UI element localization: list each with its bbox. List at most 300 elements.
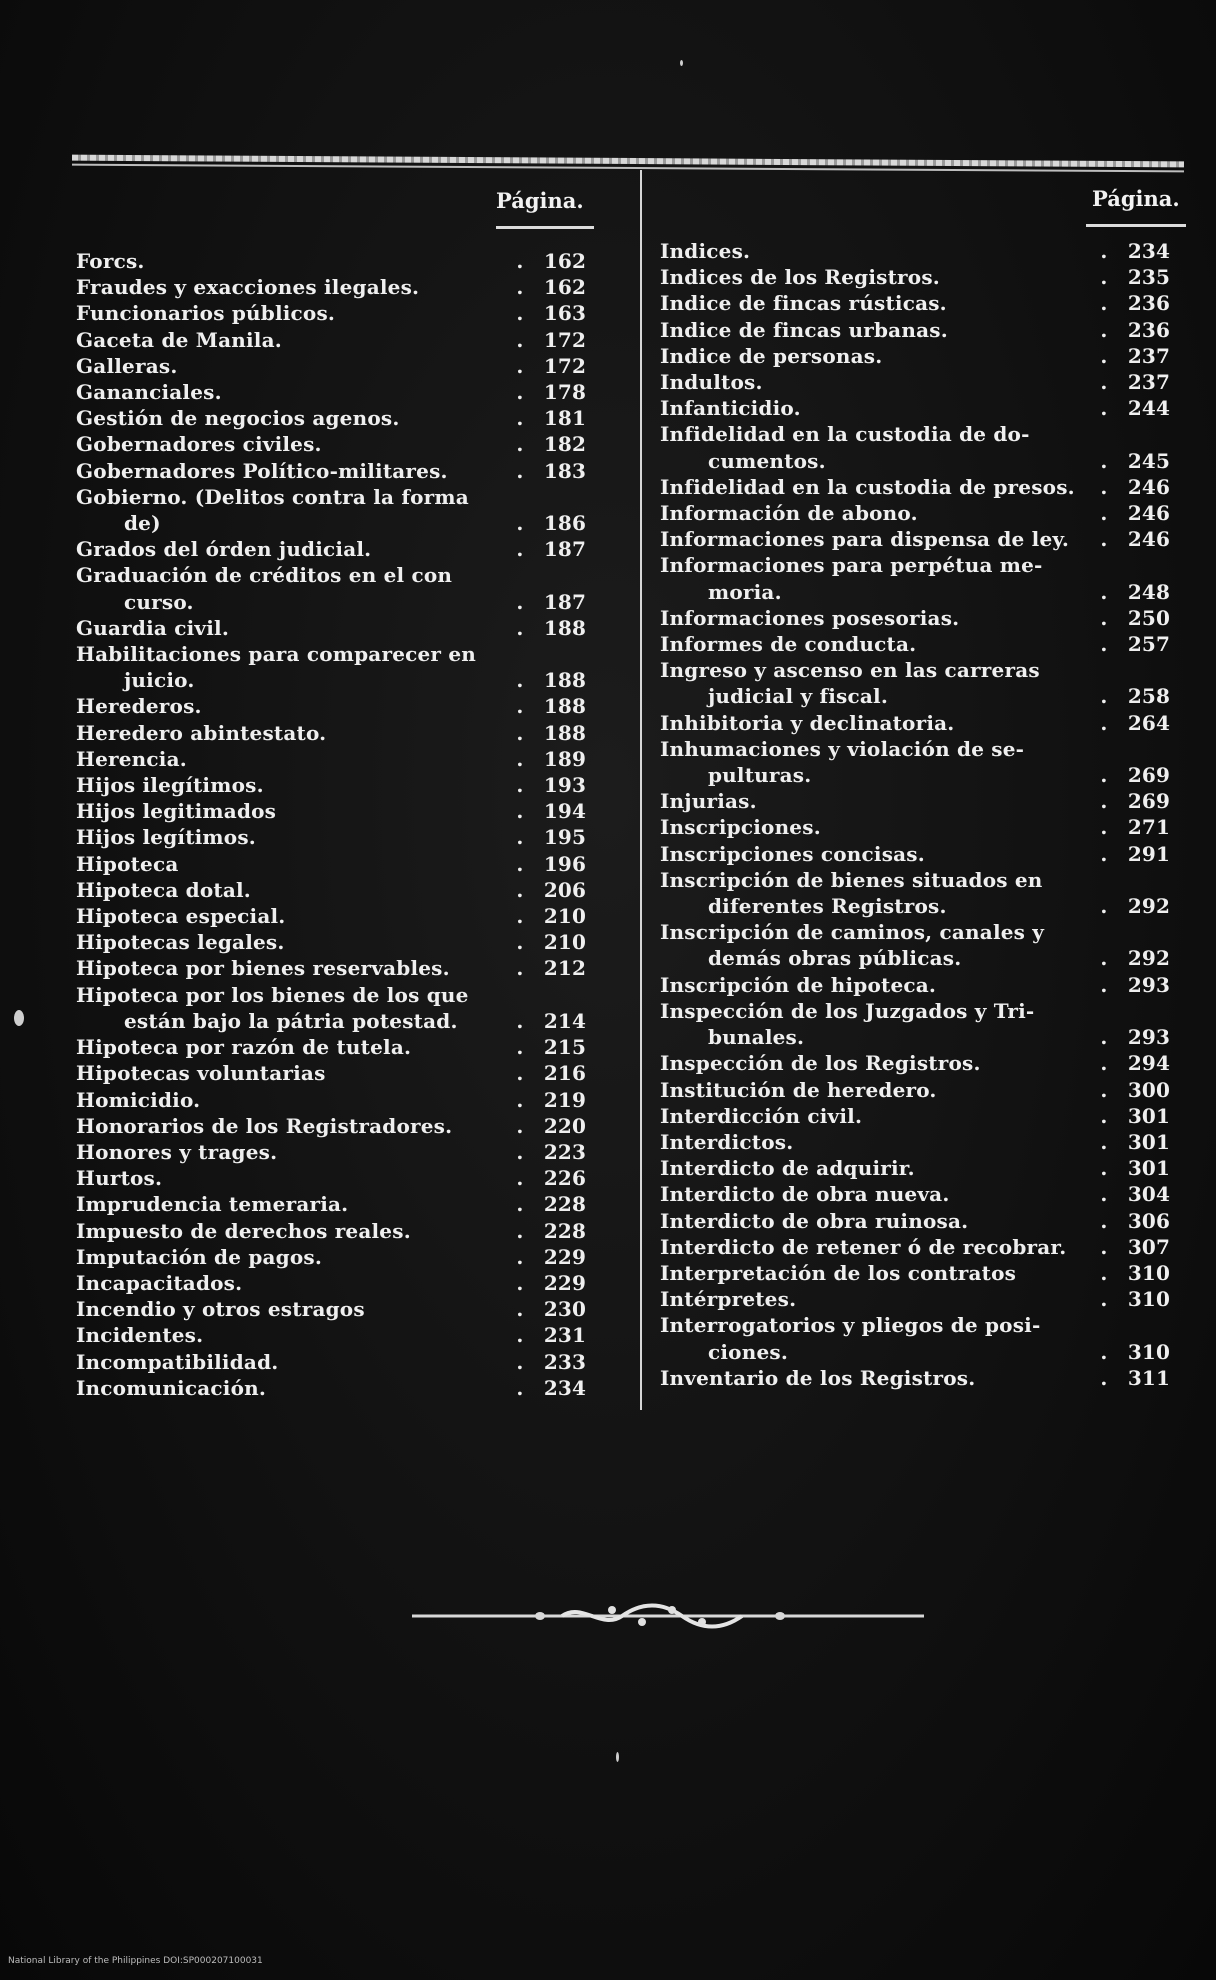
index-entry xyxy=(660,1129,1180,1155)
index-entry xyxy=(76,1113,596,1139)
index-entry-term-text: Heredero abintestato. xyxy=(76,720,327,745)
right-column-header: Página. xyxy=(1092,186,1180,211)
index-entry-term-text: Ingreso y ascenso en las carreras xyxy=(660,658,1040,683)
index-entry-term-text: Inscripciones concisas. xyxy=(660,841,925,866)
index-entry xyxy=(76,1060,596,1086)
index-entry-term-text: Incomunicación. xyxy=(76,1375,267,1400)
index-entry xyxy=(76,353,596,379)
index-entry-term-text: Forcs. xyxy=(76,249,145,273)
leader-dot: . xyxy=(516,1061,524,1086)
leader-dot: . xyxy=(1100,684,1108,709)
leader-dot: . xyxy=(1100,448,1108,473)
index-entry-page: 178 xyxy=(543,380,587,405)
leader-dot: . xyxy=(516,537,524,562)
index-entry-page: 300 xyxy=(1127,1077,1171,1102)
index-entry-page: 223 xyxy=(543,1139,587,1164)
index-entry-term-text: Hipotecas voluntarias xyxy=(76,1061,326,1086)
index-entry-page: 212 xyxy=(543,956,587,981)
index-entry-page: 292 xyxy=(1127,894,1171,919)
index-entry-term xyxy=(660,631,1090,657)
index-entry xyxy=(660,736,1180,788)
index-entry-term-text: Habilitaciones para comparecer en xyxy=(76,642,476,667)
index-entry-page: 269 xyxy=(1127,763,1171,788)
index-entry-page: 195 xyxy=(543,825,587,850)
index-entry-page: 264 xyxy=(1127,710,1171,735)
leader-dot: . xyxy=(516,615,524,640)
index-entry-term-text: Funcionarios públicos. xyxy=(76,301,336,326)
index-entry-term xyxy=(660,1050,1090,1076)
index-entry-term-text: Inscripciones. xyxy=(660,815,821,840)
left-column-header: Página. xyxy=(496,188,584,213)
index-entry xyxy=(660,1312,1180,1364)
leader-dot: . xyxy=(516,904,524,929)
index-entry-term-text: Interdicto de retener ó de recobrar. xyxy=(660,1234,1067,1259)
leader-dot: . xyxy=(516,799,524,824)
leader-dot: . xyxy=(1100,946,1108,971)
index-entry xyxy=(76,1191,596,1217)
index-entry-page: 306 xyxy=(1127,1208,1171,1233)
index-entry-term-text: Indice de fincas urbanas. xyxy=(660,317,948,342)
index-entry-term-text: Infidelidad en la custodia de do- xyxy=(660,422,1030,447)
leader-dot: . xyxy=(516,458,524,483)
index-entry xyxy=(76,877,596,903)
index-entry-term-text: Honores y trages. xyxy=(76,1139,278,1164)
index-entry-term xyxy=(76,562,506,614)
index-entry-term xyxy=(76,955,506,981)
index-entry-term-text: Gananciales. xyxy=(76,380,222,405)
index-entry-page: 301 xyxy=(1127,1156,1171,1181)
index-entry-term xyxy=(76,615,506,641)
index-entry-term-text: Gestión de negocios agenos. xyxy=(76,406,400,431)
index-entry-term xyxy=(660,1365,1090,1391)
index-entry-term-text: Imputación de pagos. xyxy=(76,1244,323,1269)
leader-dot: . xyxy=(516,1375,524,1400)
index-entry-term xyxy=(660,290,1090,316)
index-entry-term-text: Herencia. xyxy=(76,746,187,771)
index-entry-page: 246 xyxy=(1127,474,1171,499)
index-entry xyxy=(660,343,1180,369)
index-entry-term-continuation: de) xyxy=(124,511,161,536)
leader-dot: . xyxy=(1100,239,1108,263)
leader-dot: . xyxy=(1100,841,1108,866)
index-entry xyxy=(76,1139,596,1165)
index-entry-term xyxy=(660,788,1090,814)
index-entry-page: 234 xyxy=(543,1375,587,1400)
index-entry-page: 163 xyxy=(543,301,587,326)
index-entry-term-continuation: ciones. xyxy=(708,1339,789,1364)
index-entry xyxy=(660,1103,1180,1129)
index-entry xyxy=(76,1244,596,1270)
column-divider xyxy=(640,170,642,1410)
index-entry-term-text: Interdicto de adquirir. xyxy=(660,1156,915,1181)
index-entry-term-text: Galleras. xyxy=(76,353,178,378)
index-entry-term-continuation: demás obras públicas. xyxy=(708,946,962,971)
leader-dot: . xyxy=(1100,1103,1108,1128)
index-entry xyxy=(76,955,596,981)
index-entry-term xyxy=(660,1286,1090,1312)
index-entry-term-text: Hipoteca por los bienes de los que xyxy=(76,982,469,1007)
index-entry-term-text: Infanticidio. xyxy=(660,396,801,421)
index-entry-term xyxy=(76,1270,506,1296)
index-entry xyxy=(660,657,1180,709)
index-entry-term xyxy=(76,877,506,903)
index-entry xyxy=(76,1349,596,1375)
index-entry xyxy=(660,395,1180,421)
right-entry-list xyxy=(660,238,1180,1391)
index-entry-term-text: Guardia civil. xyxy=(76,615,229,640)
leader-dot: . xyxy=(1100,972,1108,997)
leader-dot: . xyxy=(1100,1077,1108,1102)
index-entry-term xyxy=(76,824,506,850)
leader-dot: . xyxy=(1100,789,1108,814)
index-entry xyxy=(660,972,1180,998)
index-entry-term xyxy=(76,1296,506,1322)
index-entry-page: 237 xyxy=(1127,343,1171,368)
index-entry xyxy=(660,317,1180,343)
index-entry-term-continuation: diferentes Registros. xyxy=(708,894,947,919)
index-entry-term xyxy=(76,1375,506,1401)
leader-dot: . xyxy=(516,877,524,902)
index-entry-term-text: Infidelidad en la custodia de presos. xyxy=(660,474,1075,499)
leader-dot: . xyxy=(1100,1208,1108,1233)
index-entry-term-text: Gobernadores Político-militares. xyxy=(76,458,448,483)
index-entry-term xyxy=(660,1077,1090,1103)
index-entry-page: 215 xyxy=(543,1035,587,1060)
leader-dot: . xyxy=(1100,815,1108,840)
index-entry-page: 230 xyxy=(543,1297,587,1322)
index-entry xyxy=(660,631,1180,657)
index-entry-term xyxy=(660,1181,1090,1207)
leader-dot: . xyxy=(516,1139,524,1164)
index-entry-term xyxy=(660,657,1090,709)
index-entry-term-text: Imprudencia temeraria. xyxy=(76,1192,349,1217)
index-entry-term-continuation: judicial y fiscal. xyxy=(708,684,888,709)
index-entry xyxy=(660,788,1180,814)
leader-dot: . xyxy=(1100,1260,1108,1285)
leader-dot: . xyxy=(1100,605,1108,630)
leader-dot: . xyxy=(1100,1287,1108,1312)
index-entry xyxy=(660,1077,1180,1103)
index-entry xyxy=(660,1181,1180,1207)
index-entry-page: 186 xyxy=(543,511,587,536)
index-entry-term-text: Hijos ilegítimos. xyxy=(76,773,264,798)
index-entry xyxy=(76,248,596,274)
index-entry-term-text: Interdicción civil. xyxy=(660,1103,863,1128)
index-entry-term xyxy=(76,720,506,746)
index-entry-term-text: Inscripción de hipoteca. xyxy=(660,972,937,997)
index-entry-term xyxy=(76,746,506,772)
index-entry-term xyxy=(76,851,506,877)
index-entry-term-text: Incapacitados. xyxy=(76,1270,243,1295)
index-entry-term-text: Hurtos. xyxy=(76,1166,163,1191)
index-entry-page: 294 xyxy=(1127,1051,1171,1076)
index-entry-term-text: Grados del órden judicial. xyxy=(76,537,372,562)
index-entry-page: 210 xyxy=(543,904,587,929)
index-entry-term-text: Inspección de los Registros. xyxy=(660,1051,981,1076)
index-entry xyxy=(660,421,1180,473)
leader-dot: . xyxy=(1100,317,1108,342)
leader-dot: . xyxy=(1100,763,1108,788)
index-entry-term xyxy=(76,300,506,326)
index-entry-term-text: Impuesto de derechos reales. xyxy=(76,1218,411,1243)
index-entry xyxy=(76,720,596,746)
scan-speck xyxy=(616,1752,619,1762)
index-entry-term-text: Incendio y otros estragos xyxy=(76,1297,365,1322)
index-entry-term-text: Hijos legitimados xyxy=(76,799,277,824)
index-entry xyxy=(76,1296,596,1322)
index-entry-term xyxy=(660,264,1090,290)
index-entry-term-text: Inhibitoria y declinatoria. xyxy=(660,710,955,735)
index-entry-page: 206 xyxy=(543,877,587,902)
leader-dot: . xyxy=(516,249,524,273)
leader-dot: . xyxy=(1100,1365,1108,1390)
index-entry xyxy=(660,710,1180,736)
index-entry-term xyxy=(660,474,1090,500)
index-entry-page: 271 xyxy=(1127,815,1171,840)
leader-dot: . xyxy=(516,930,524,955)
leader-dot: . xyxy=(516,589,524,614)
index-entry-page: 216 xyxy=(543,1061,587,1086)
index-entry-term-continuation: están bajo la pátria potestad. xyxy=(124,1008,458,1033)
leader-dot: . xyxy=(516,746,524,771)
index-entry-term xyxy=(660,552,1090,604)
index-entry-term xyxy=(76,1113,506,1139)
leader-dot: . xyxy=(516,301,524,326)
index-entry-page: 258 xyxy=(1127,684,1171,709)
index-entry-term-text: Institución de heredero. xyxy=(660,1077,937,1102)
index-entry-page: 162 xyxy=(543,275,587,300)
index-entry-term xyxy=(76,1244,506,1270)
index-entry xyxy=(660,1208,1180,1234)
index-entry-term xyxy=(660,369,1090,395)
index-entry-term xyxy=(660,526,1090,552)
leader-dot: . xyxy=(1100,343,1108,368)
index-entry-page: 181 xyxy=(543,406,587,431)
index-entry-term xyxy=(660,343,1090,369)
leader-dot: . xyxy=(516,1166,524,1191)
index-entry-term-text: Hipoteca xyxy=(76,851,179,876)
index-entry-term-continuation: moria. xyxy=(708,579,782,604)
index-entry-page: 189 xyxy=(543,746,587,771)
index-entry-term-text: Inspección de los Juzgados y Tri- xyxy=(660,998,1035,1023)
leader-dot: . xyxy=(516,956,524,981)
leader-dot: . xyxy=(1100,527,1108,552)
index-entry-page: 237 xyxy=(1127,370,1171,395)
index-entry-term xyxy=(660,421,1090,473)
index-entry-page: 291 xyxy=(1127,841,1171,866)
index-entry-term-text: Hipoteca especial. xyxy=(76,904,286,929)
index-entry-term xyxy=(76,1349,506,1375)
index-entry-page: 304 xyxy=(1127,1182,1171,1207)
index-entry-term xyxy=(660,317,1090,343)
index-entry-term-text: Inhumaciones y violación de se- xyxy=(660,736,1025,761)
index-entry-page: 310 xyxy=(1127,1260,1171,1285)
index-entry-page: 231 xyxy=(543,1323,587,1348)
index-entry xyxy=(660,369,1180,395)
index-entry-term-text: Inventario de los Registros. xyxy=(660,1365,976,1390)
index-entry-term xyxy=(76,798,506,824)
index-entry-page: 250 xyxy=(1127,605,1171,630)
leader-dot: . xyxy=(1100,894,1108,919)
index-entry-page: 196 xyxy=(543,851,587,876)
index-entry-term xyxy=(660,605,1090,631)
index-entry-term-continuation: bunales. xyxy=(708,1025,805,1050)
index-entry xyxy=(76,615,596,641)
index-entry-page: 301 xyxy=(1127,1129,1171,1154)
index-entry-page: 188 xyxy=(543,720,587,745)
index-entry-term xyxy=(660,867,1090,919)
index-entry-term-text: Información de abono. xyxy=(660,501,918,526)
index-entry xyxy=(76,1165,596,1191)
index-entry-page: 246 xyxy=(1127,527,1171,552)
index-entry xyxy=(76,1322,596,1348)
index-entry-term xyxy=(76,458,506,484)
leader-dot: . xyxy=(516,1008,524,1033)
index-entry-term-text: Informes de conducta. xyxy=(660,632,917,657)
index-entry-term-text: Injurias. xyxy=(660,789,757,814)
index-entry-term xyxy=(660,1103,1090,1129)
leader-dot: . xyxy=(516,1323,524,1348)
index-entry-term xyxy=(76,1322,506,1348)
index-entry-term xyxy=(660,1129,1090,1155)
index-entry-page: 234 xyxy=(1127,239,1171,263)
index-entry-term-continuation: juicio. xyxy=(124,668,195,693)
index-entry xyxy=(76,641,596,693)
index-entry-page: 183 xyxy=(543,458,587,483)
leader-dot: . xyxy=(1100,1182,1108,1207)
leader-dot: . xyxy=(516,1270,524,1295)
index-entry-term xyxy=(660,841,1090,867)
index-entry xyxy=(76,982,596,1034)
index-entry-term xyxy=(76,1060,506,1086)
index-entry xyxy=(76,536,596,562)
leader-dot: . xyxy=(516,1035,524,1060)
index-entry xyxy=(76,327,596,353)
closing-ornament xyxy=(412,1596,924,1636)
index-entry xyxy=(660,500,1180,526)
index-entry-term xyxy=(660,710,1090,736)
index-entry-term xyxy=(76,248,506,274)
index-entry xyxy=(76,405,596,431)
index-entry-page: 187 xyxy=(543,589,587,614)
index-entry xyxy=(76,1375,596,1401)
index-entry-term-text: Hipoteca por razón de tutela. xyxy=(76,1035,412,1060)
index-entry-term-text: Gaceta de Manila. xyxy=(76,327,282,352)
index-entry-term xyxy=(660,1234,1090,1260)
index-entry xyxy=(660,867,1180,919)
index-entry-page: 307 xyxy=(1127,1234,1171,1259)
index-entry-page: 187 xyxy=(543,537,587,562)
index-entry-term xyxy=(76,772,506,798)
leader-dot: . xyxy=(516,1218,524,1243)
index-entry-term xyxy=(76,379,506,405)
index-entry xyxy=(76,772,596,798)
index-entry-term-text: Interdicto de obra ruinosa. xyxy=(660,1208,969,1233)
index-entry-term-text: Hipotecas legales. xyxy=(76,930,285,955)
index-entry-page: 188 xyxy=(543,615,587,640)
index-entry xyxy=(76,379,596,405)
index-entry-term xyxy=(76,484,506,536)
leader-dot: . xyxy=(1100,501,1108,526)
leader-dot: . xyxy=(1100,370,1108,395)
leader-dot: . xyxy=(516,773,524,798)
leader-dot: . xyxy=(516,1244,524,1269)
leader-dot: . xyxy=(516,1192,524,1217)
leader-dot: . xyxy=(516,668,524,693)
leader-dot: . xyxy=(1100,291,1108,316)
index-entry-page: 236 xyxy=(1127,291,1171,316)
leader-dot: . xyxy=(516,1113,524,1138)
leader-dot: . xyxy=(516,1349,524,1374)
index-entry-term-text: Gobernadores civiles. xyxy=(76,432,322,457)
index-entry xyxy=(76,798,596,824)
index-entry-term-text: Inscripción de bienes situados en xyxy=(660,867,1043,892)
index-entry xyxy=(76,1034,596,1060)
index-entry xyxy=(660,998,1180,1050)
index-entry xyxy=(76,824,596,850)
index-entry-term-text: Interdicto de obra nueva. xyxy=(660,1182,950,1207)
index-entry-term xyxy=(76,1087,506,1113)
index-entry-page: 194 xyxy=(543,799,587,824)
index-entry-page: 219 xyxy=(543,1087,587,1112)
index-entry-page: 301 xyxy=(1127,1103,1171,1128)
leader-dot: . xyxy=(516,432,524,457)
index-entry xyxy=(76,851,596,877)
leader-dot: . xyxy=(1100,1025,1108,1050)
index-entry-term xyxy=(660,1155,1090,1181)
index-entry xyxy=(660,290,1180,316)
index-entry-term-continuation: cumentos. xyxy=(708,448,826,473)
index-entry-term-text: Fraudes y exacciones ilegales. xyxy=(76,275,420,300)
index-entry-term xyxy=(76,1218,506,1244)
index-entry-term-text: Informaciones posesorias. xyxy=(660,605,960,630)
index-entry-page: 244 xyxy=(1127,396,1171,421)
leader-dot: . xyxy=(516,275,524,300)
index-entry xyxy=(76,693,596,719)
leader-dot: . xyxy=(1100,710,1108,735)
index-entry-term-text: Graduación de créditos en el con xyxy=(76,563,453,588)
index-entry-term xyxy=(76,903,506,929)
index-entry-page: 228 xyxy=(543,1218,587,1243)
index-entry xyxy=(660,814,1180,840)
index-entry-term-text: Interdictos. xyxy=(660,1129,794,1154)
index-entry-page: 269 xyxy=(1127,789,1171,814)
index-entry-term xyxy=(76,1191,506,1217)
index-entry-term xyxy=(76,327,506,353)
index-entry-term-text: Incidentes. xyxy=(76,1323,204,1348)
index-entry xyxy=(660,264,1180,290)
index-entry-term-text: Interpretación de los contratos xyxy=(660,1260,1017,1285)
index-entry-page: 214 xyxy=(543,1008,587,1033)
leader-dot: . xyxy=(1100,579,1108,604)
index-entry-term-text: Indice de personas. xyxy=(660,343,883,368)
index-entry-page: 310 xyxy=(1127,1287,1171,1312)
index-entry-term xyxy=(76,641,506,693)
index-entry xyxy=(660,552,1180,604)
index-entry-term-text: Indices. xyxy=(660,239,751,263)
index-entry-page: 293 xyxy=(1127,1025,1171,1050)
index-entry xyxy=(76,1270,596,1296)
index-entry-term-text: Honorarios de los Registradores. xyxy=(76,1113,453,1138)
index-entry-page: 193 xyxy=(543,773,587,798)
leader-dot: . xyxy=(1100,1129,1108,1154)
index-entry-page: 257 xyxy=(1127,632,1171,657)
leader-dot: . xyxy=(516,511,524,536)
index-entry-term xyxy=(660,998,1090,1050)
index-entry-term xyxy=(76,1034,506,1060)
index-entry-term xyxy=(76,536,506,562)
index-entry-term-text: Homicidio. xyxy=(76,1087,201,1112)
